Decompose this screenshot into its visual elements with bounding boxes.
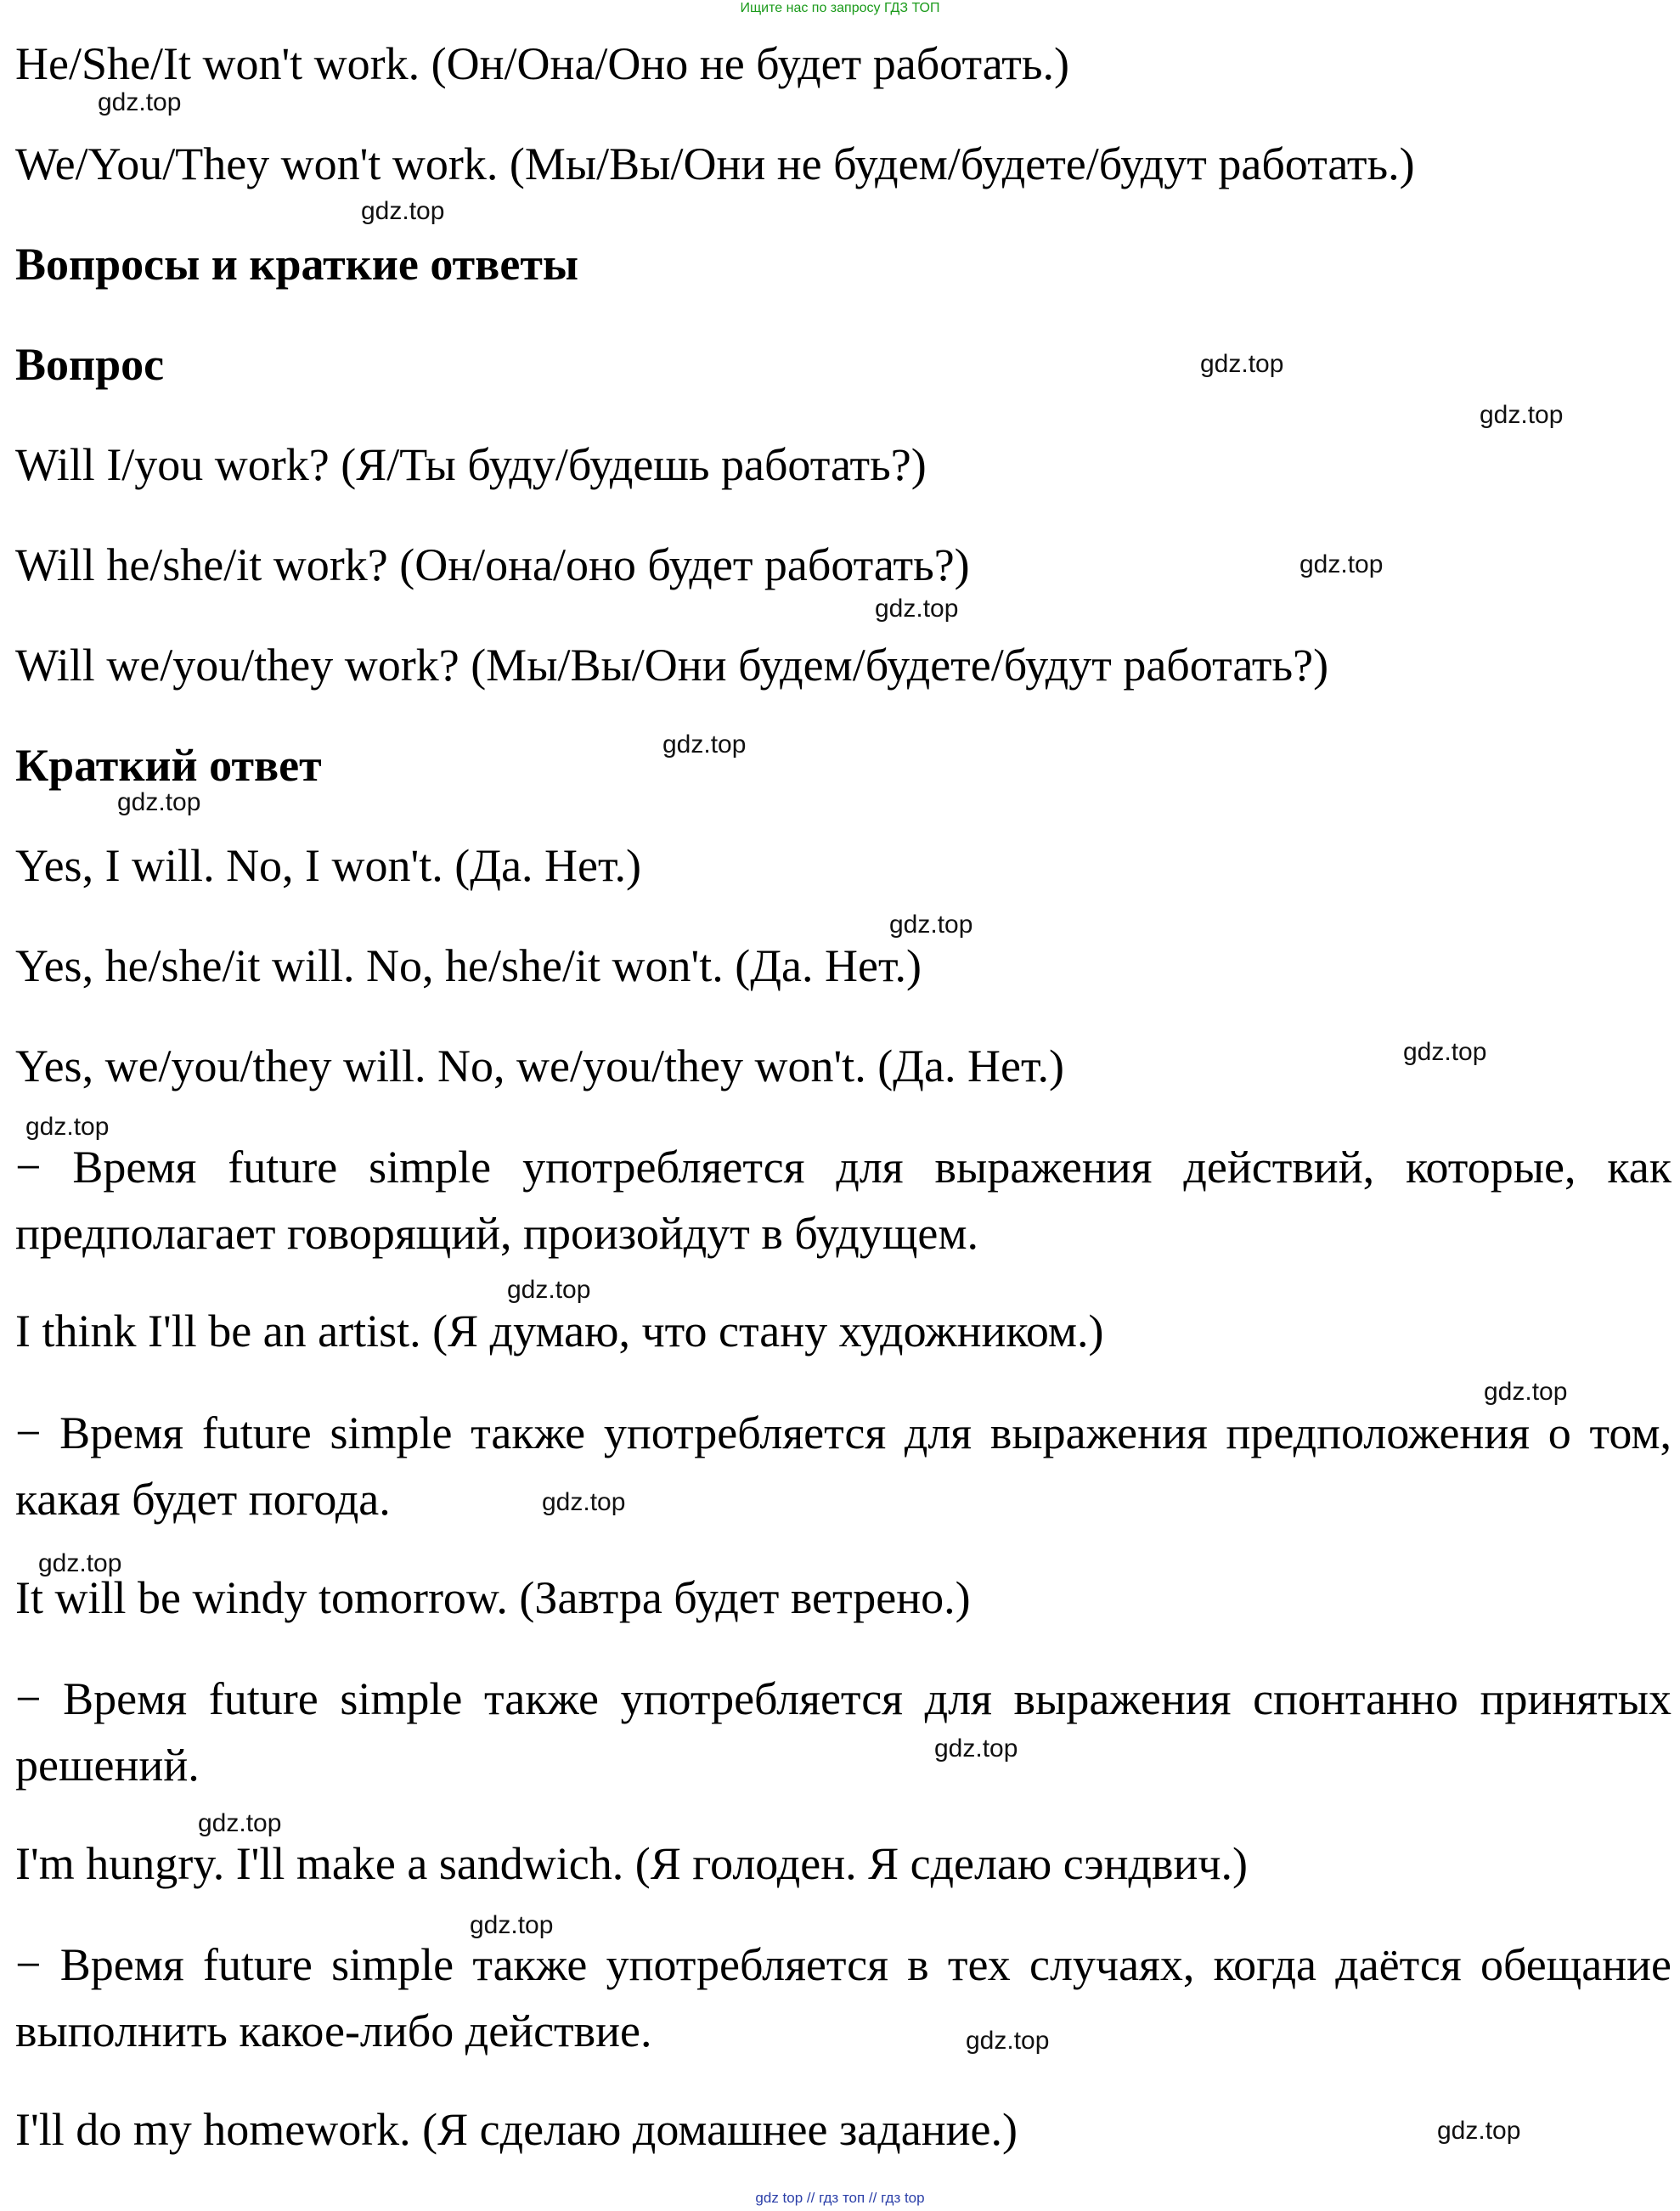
line-negative-he-she-it: He/She/It won't work. (Он/Она/Оно не будет работать.) bbox=[15, 38, 1069, 89]
watermark: gdz.top bbox=[1403, 1038, 1487, 1066]
example-sandwich: I'm hungry. I'll make a sandwich. (Я голоден. Я сделаю сэндвич.) bbox=[15, 1838, 1248, 1889]
watermark: gdz.top bbox=[542, 1488, 626, 1516]
rule-weather: − Время future simple также употребляется для выражения предположения о том, какая будет погода. bbox=[15, 1407, 1672, 1525]
watermark: gdz.top bbox=[198, 1809, 282, 1837]
watermark: gdz.top bbox=[934, 1734, 1018, 1763]
heading-questions-and-short-answers: Вопросы и краткие ответы bbox=[15, 239, 579, 290]
rule-promises: − Время future simple также употребляется в тех случаях, когда даётся обещание выполнить какое-либо действие. bbox=[15, 1939, 1672, 2056]
line-negative-we-you-they: We/You/They won't work. (Мы/Вы/Они не будем/будете/будут работать.) bbox=[15, 138, 1415, 189]
heading-short-answer: Краткий ответ bbox=[15, 740, 322, 791]
question-i-you: Will I/you work? (Я/Ты буду/будешь работать?) bbox=[15, 439, 927, 490]
watermark: gdz.top bbox=[361, 197, 445, 225]
example-windy: It will be windy tomorrow. (Завтра будет ветрено.) bbox=[15, 1572, 971, 1623]
question-he-she-it: Will he/she/it work? (Он/она/оно будет работать?) bbox=[15, 539, 970, 590]
watermark: gdz.top bbox=[1299, 550, 1384, 578]
watermark: gdz.top bbox=[966, 2027, 1050, 2055]
watermark: gdz.top bbox=[889, 911, 973, 939]
example-artist: I think I'll be an artist. (Я думаю, что стану художником.) bbox=[15, 1306, 1104, 1356]
watermark: gdz.top bbox=[38, 1549, 122, 1577]
watermark: gdz.top bbox=[875, 595, 959, 623]
rule-future-predictions: − Время future simple употребляется для выражения действий, которые, как предполагает говорящий, произойдут в будущем. bbox=[15, 1142, 1672, 1259]
bottom-banner: gdz top // гдз топ // гдз top bbox=[755, 2190, 925, 2206]
rule-spontaneous-decisions: − Время future simple также употребляется для выражения спонтанно принятых решений. bbox=[15, 1673, 1672, 1791]
watermark: gdz.top bbox=[470, 1911, 554, 1939]
heading-question: Вопрос bbox=[15, 339, 165, 390]
question-we-you-they: Will we/you/they work? (Мы/Вы/Они будем/будете/будут работать?) bbox=[15, 640, 1329, 691]
watermark: gdz.top bbox=[1200, 350, 1284, 378]
watermark: gdz.top bbox=[1437, 2117, 1521, 2145]
answer-we-you-they: Yes, we/you/they will. No, we/you/they won't. (Да. Нет.) bbox=[15, 1041, 1064, 1091]
watermark: gdz.top bbox=[662, 730, 747, 759]
watermark: gdz.top bbox=[1484, 1378, 1568, 1406]
example-homework: I'll do my homework. (Я сделаю домашнее задание.) bbox=[15, 2104, 1018, 2155]
watermark: gdz.top bbox=[507, 1276, 591, 1304]
watermark: gdz.top bbox=[1480, 401, 1564, 429]
watermark: gdz.top bbox=[98, 88, 182, 116]
watermark: gdz.top bbox=[117, 788, 201, 816]
answer-he-she-it: Yes, he/she/it will. No, he/she/it won't. (Да. Нет.) bbox=[15, 940, 922, 991]
top-banner: Ищите нас по запросу ГДЗ ТОП bbox=[740, 1, 940, 15]
watermark: gdz.top bbox=[25, 1113, 110, 1141]
answer-i: Yes, I will. No, I won't. (Да. Нет.) bbox=[15, 840, 642, 891]
